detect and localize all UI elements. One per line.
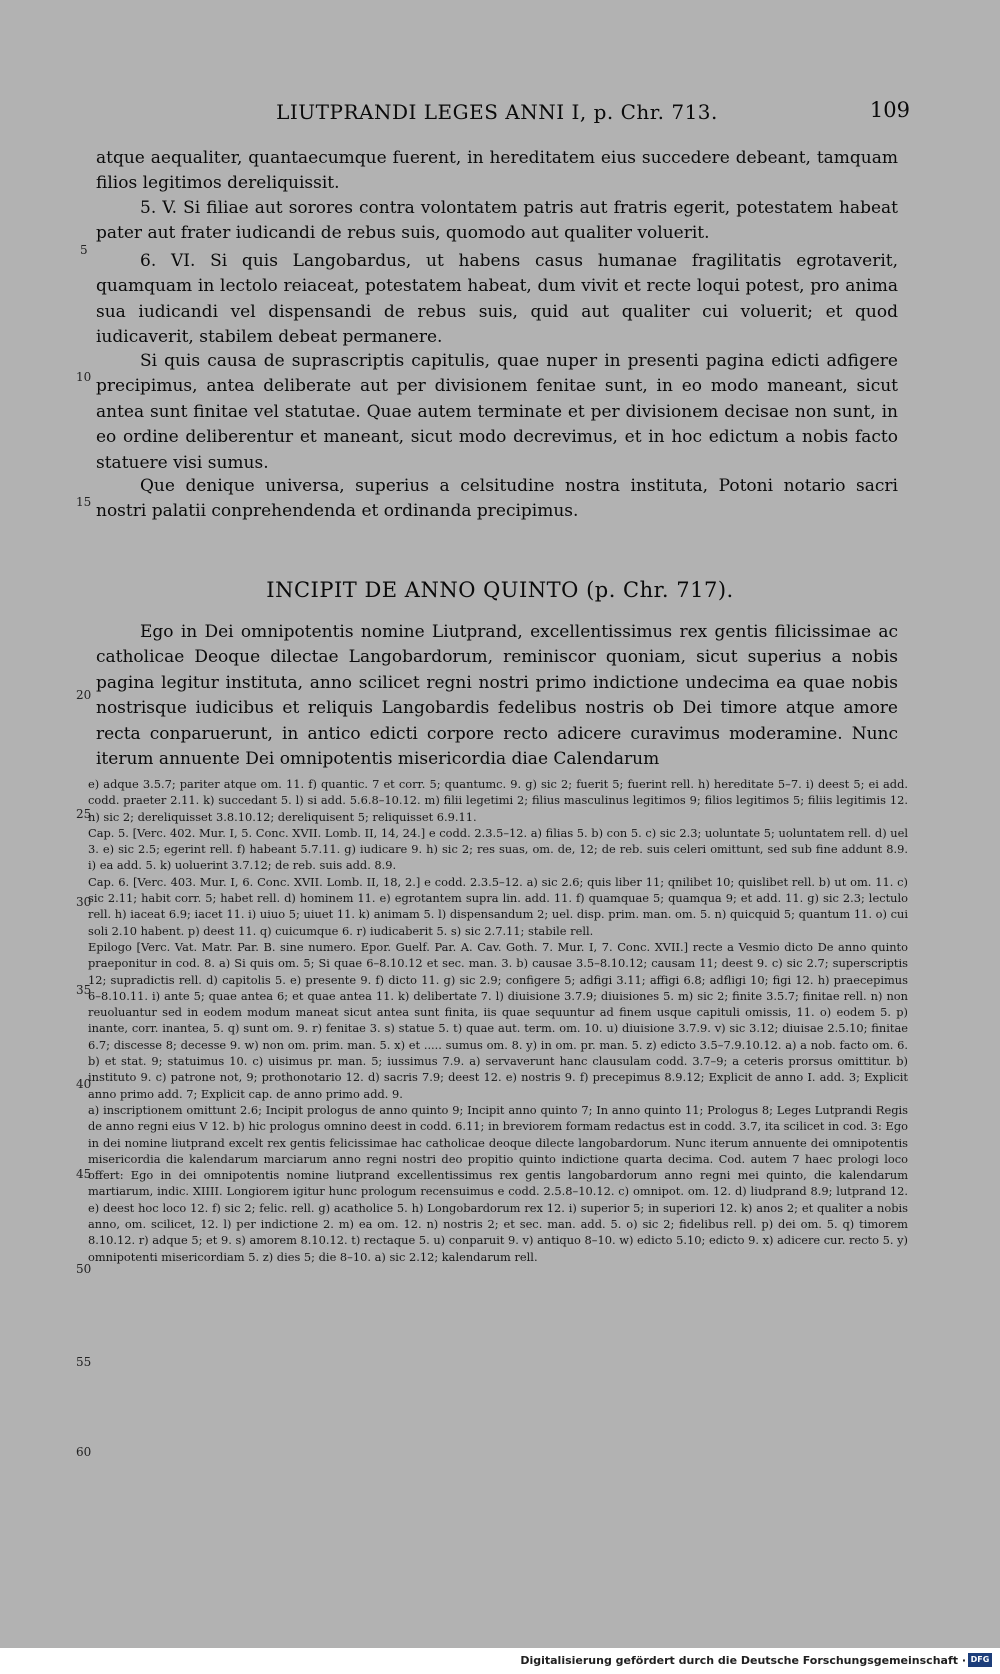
text-paragraph-cap-6: 6. VI. Si quis Langobardus, ut habens casus humanae fragilitatis egrotaverit, quamquam in lectolo reiaceat, potestatem habeat, dum vivit et recte loqui potest, pro anima sua iudicandi vel dispensandi de rebus suis, quid aut qualiter cui voluerit; et quod iudicaverit, stabilem debeat permanere. [96,251,898,348]
text-paragraph-epilogue: Si quis causa de suprascriptis capitulis, quae nuper in presenti pagina edicti adfigere precipimus, antea deliberate aut per divisionem fenitae sunt, in eo modo maneant, sicut antea sunt finitae vel statutae. Quae autem terminate et per divisionem decisae non sunt, in eo ordine deliberentur et maneant, sicut modo decrevimus, et in hoc edictum a nobis facto statuere visi sumus. [96,351,898,473]
line-number: 25 [76,807,92,821]
text-paragraph-closing: Que denique universa, superius a celsitudine nostra instituta, Potoni notario sacri nostri palatii conprehendenda et ordinanda precipimus. [96,476,898,522]
text-paragraph-1: atque aequaliter, quantaecumque fuerent, in hereditatem eius succedere debeant, tamquam filios legitimos dereliquissit. [96,148,898,194]
dfg-logo: DFG [968,1653,992,1667]
line-number: 15 [76,495,92,509]
page-number: 109 [869,98,910,122]
line-number: 30 [76,895,92,909]
page-header [84,92,910,132]
line-number: 55 [76,1355,92,1369]
line-number: 50 [76,1262,92,1276]
footnote-block: e) adque 3.5.7; pariter atque om. 11. f) quantic. 7 et corr. 5; quantumc. 9. g) sic 2; fuerit 5; fuerint rell. h) hereditate 5–7. i) deest 5; ei add. codd. praeter 2.11. k) succedant 5. l) si add. 5.6.8–10.12. m) filii legetimi 2; filius masculinus legitimos 9; filios legitimos 5; filiis legitimis 12. n) sic 2; dereliquisset 3.8.10.12; dereliquisent 5; reliquisset 6.9.11. [88,777,908,824]
line-number: 20 [76,688,92,702]
text-paragraph-cap-5: 5. V. Si filiae aut sorores contra volontatem patris aut fratris egerit, potestatem habeat pater aut frater iudicandi de rebus suis, quomodo aut qualiter voluerit. [96,198,898,244]
footer-bar [0,1648,1000,1674]
line-number: 5 [80,243,88,257]
footer-credit: Digitalisierung gefördert durch die Deutsche Forschungsgemeinschaft · [520,1654,966,1667]
line-number: 35 [76,983,92,997]
footnote-block: Epilogo [Verc. Vat. Matr. Par. B. sine numero. Epor. Guelf. Par. A. Cav. Goth. 7. Mur. I, 7. Conc. XVII.] recte a Vesmio dicto De anno quinto praeponitur in cod. 8. a) Si quis om. 5; Si quae 6–8.10.12 et sec. man. 3. b) causae 3.5–8.10.12; causam 11; deest 9. c) sic 2.7; superscriptis 12; supradictis rell. d) capitolis 5. e) presente 9. f) dicto 11. g) sic 2.9; configere 5; adfigi 3.11; affigi 6.8; adfligi 10; figi 12. h) praecepimus 6–8.10.11. i) ante 5; quae antea 6; et quae antea 11. k) delibertate 7. l) diuisione 3.7.9; diuisiones 5. m) sic 2; finite 3.5.7; finitae rell. n) non reuoluantur sed in eodem modum maneat sicut antea sunt finita, iis quae sequuntur ad finem usque capituli omissis, 11. o) eodem 5. p) inante, corr. inantea, 5. q) sunt om. 9. r) fenitae 3. s) statue 5. t) quae aut. term. om. 10. u) diuisione 3.7.9. v) sic 3.12; diuisae 2.5.10; finitae 6.7; discesse 8; decesse 9. w) non om. prim. man. 5. x) et ..... sumus om. 8. y) in om. pr. man. 5. z) edicto 3.5–7.9.10.12. a) a nob. facto om. 6. b) et stat. 9; statuimus 10. c) uisimus pr. man. 5; iussimus 7.9. a) servaverunt hanc clausulam codd. 3.7–9; a ceteris prorsus omittitur. b) instituto 9. c) patrone not, 9; prothonotario 12. d) sacris 7.9; deest 12. e) nostris 9. f) precepimus 8.9.12; Explicit de anno I. add. 3; Explicit anno primo add. 7; Explicit cap. de anno primo add. 9. [88,939,908,1101]
text-paragraph-prologue: Ego in Dei omnipotentis nomine Liutprand, excellentissimus rex gentis filicissimae ac catholicae Deoque dilectae Langobardorum, reminiscor quoniam, sicut superius a nobis pagina legitur instituta, anno scilicet regni nostri primo indictione undecima ea quae nobis nostrisque iudicibus et reliquis Langobardis fedelibus nostris ob Dei timore atque amore recta conparuerunt, in antico edicti corpore recto adicere curavimus moderamine. Nunc iterum annuente Dei omnipotentis misericordia diae Calendarum [96,622,898,770]
footnote-block: a) inscriptionem omittunt 2.6; Incipit prologus de anno quinto 9; Incipit anno quinto 7; In anno quinto 11; Prologus 8; Leges Lutprandi Regis de anno regni eius V 12. b) hic prologus omnino deest in codd. 6.11; in breviorem formam redactus est in codd. 3.7, ita scilicet in cod. 3: Ego in dei nomine liutprand excelt rex gentis felicissimae hac catholicae deoque dilecte langobardorum. Nunc iterum annuente dei omnipotentis misericordia die kalendarum marciarum anno regni nostri deo propitio quinto indictione quarta decima. Cod. autem 7 haec prologi loco offert: Ego in dei omnipotentis nomine liutprand excellentissimus rex gentis langobardorum anno regni mei quinto, die kalendarum martiarum, indic. XIIII. Longiorem igitur hunc prologum recensuimus e codd. 2.5.8–10.12. c) omnipot. om. 12. d) liudprand 8.9; lutprand 12. e) deest hoc loco 12. f) sic 2; felic. rell. g) acatholice 5. h) Longobardorum rex 12. i) superior 5; in superiori 12. k) anos 2; et qualiter a nobis anno, om. scilicet, 12. l) per indictione 2. m) ea om. 12. n) nostris 2; et sec. man. add. 5. o) sic 2; fidelibus rell. p) dei om. 5. q) timorem 8.10.12. r) adque 5; et 9. s) amorem 8.10.12. t) rectaque 5. u) conparuit 9. v) antiquo 8–10. w) edicto 5.10; edicto 9. x) adicere cur. recto 5. y) omnipotenti misericordiam 5. z) dies 5; die 8–10. a) sic 2.12; kalendarum rell. [88,1102,908,1264]
running-title: LIUTPRANDI LEGES ANNI I, p. Chr. 713. [276,100,718,124]
section-title: INCIPIT DE ANNO QUINTO (p. Chr. 717). [266,578,734,602]
line-number: 40 [76,1077,92,1091]
footnote-block: Cap. 5. [Verc. 402. Mur. I, 5. Conc. XVII. Lomb. II, 14, 24.] e codd. 2.3.5–12. a) filias 5. b) con 5. c) sic 2.3; uoluntate 5; uoluntatem rell. d) uel 3. e) sic 2.5; egerint rell. f) habeant 5.7.11. g) iudicare 9. h) sic 2; res suas, om. de, 12; de reb. suis celeri omittunt, sed sub fine addunt 8.9. i) ea add. 5. k) uoluerint 3.7.12; de reb. suis add. 8.9. [88,825,908,873]
line-number: 60 [76,1445,92,1459]
footnote-block: Cap. 6. [Verc. 403. Mur. I, 6. Conc. XVII. Lomb. II, 18, 2.] e codd. 2.3.5–12. a) sic 2.6; quis liber 11; qnilibet 10; quislibet rell. b) ut om. 11. c) sic 2.11; habit corr. 5; habet rell. d) hominem 11. e) egrotantem supra lin. add. 11. f) quamquae 5; quamqua 9; et add. 11. g) sic 2.3; lectulo rell. h) iaceat 6.9; iacet 11. i) uiuo 5; uiuet 11. k) animam 5. l) dispensandum 2; uel. disp. prim. man. om. 5. n) quicquid 5; quantum 11. o) cui soli 2.10 habent. p) deest 11. q) cuicumque 6. r) iudicaberit 5. s) sic 2.7.11; stabile rell. [88,874,908,938]
line-number: 45 [76,1167,92,1181]
footnotes [88,776,908,1518]
line-number: 10 [76,370,92,384]
